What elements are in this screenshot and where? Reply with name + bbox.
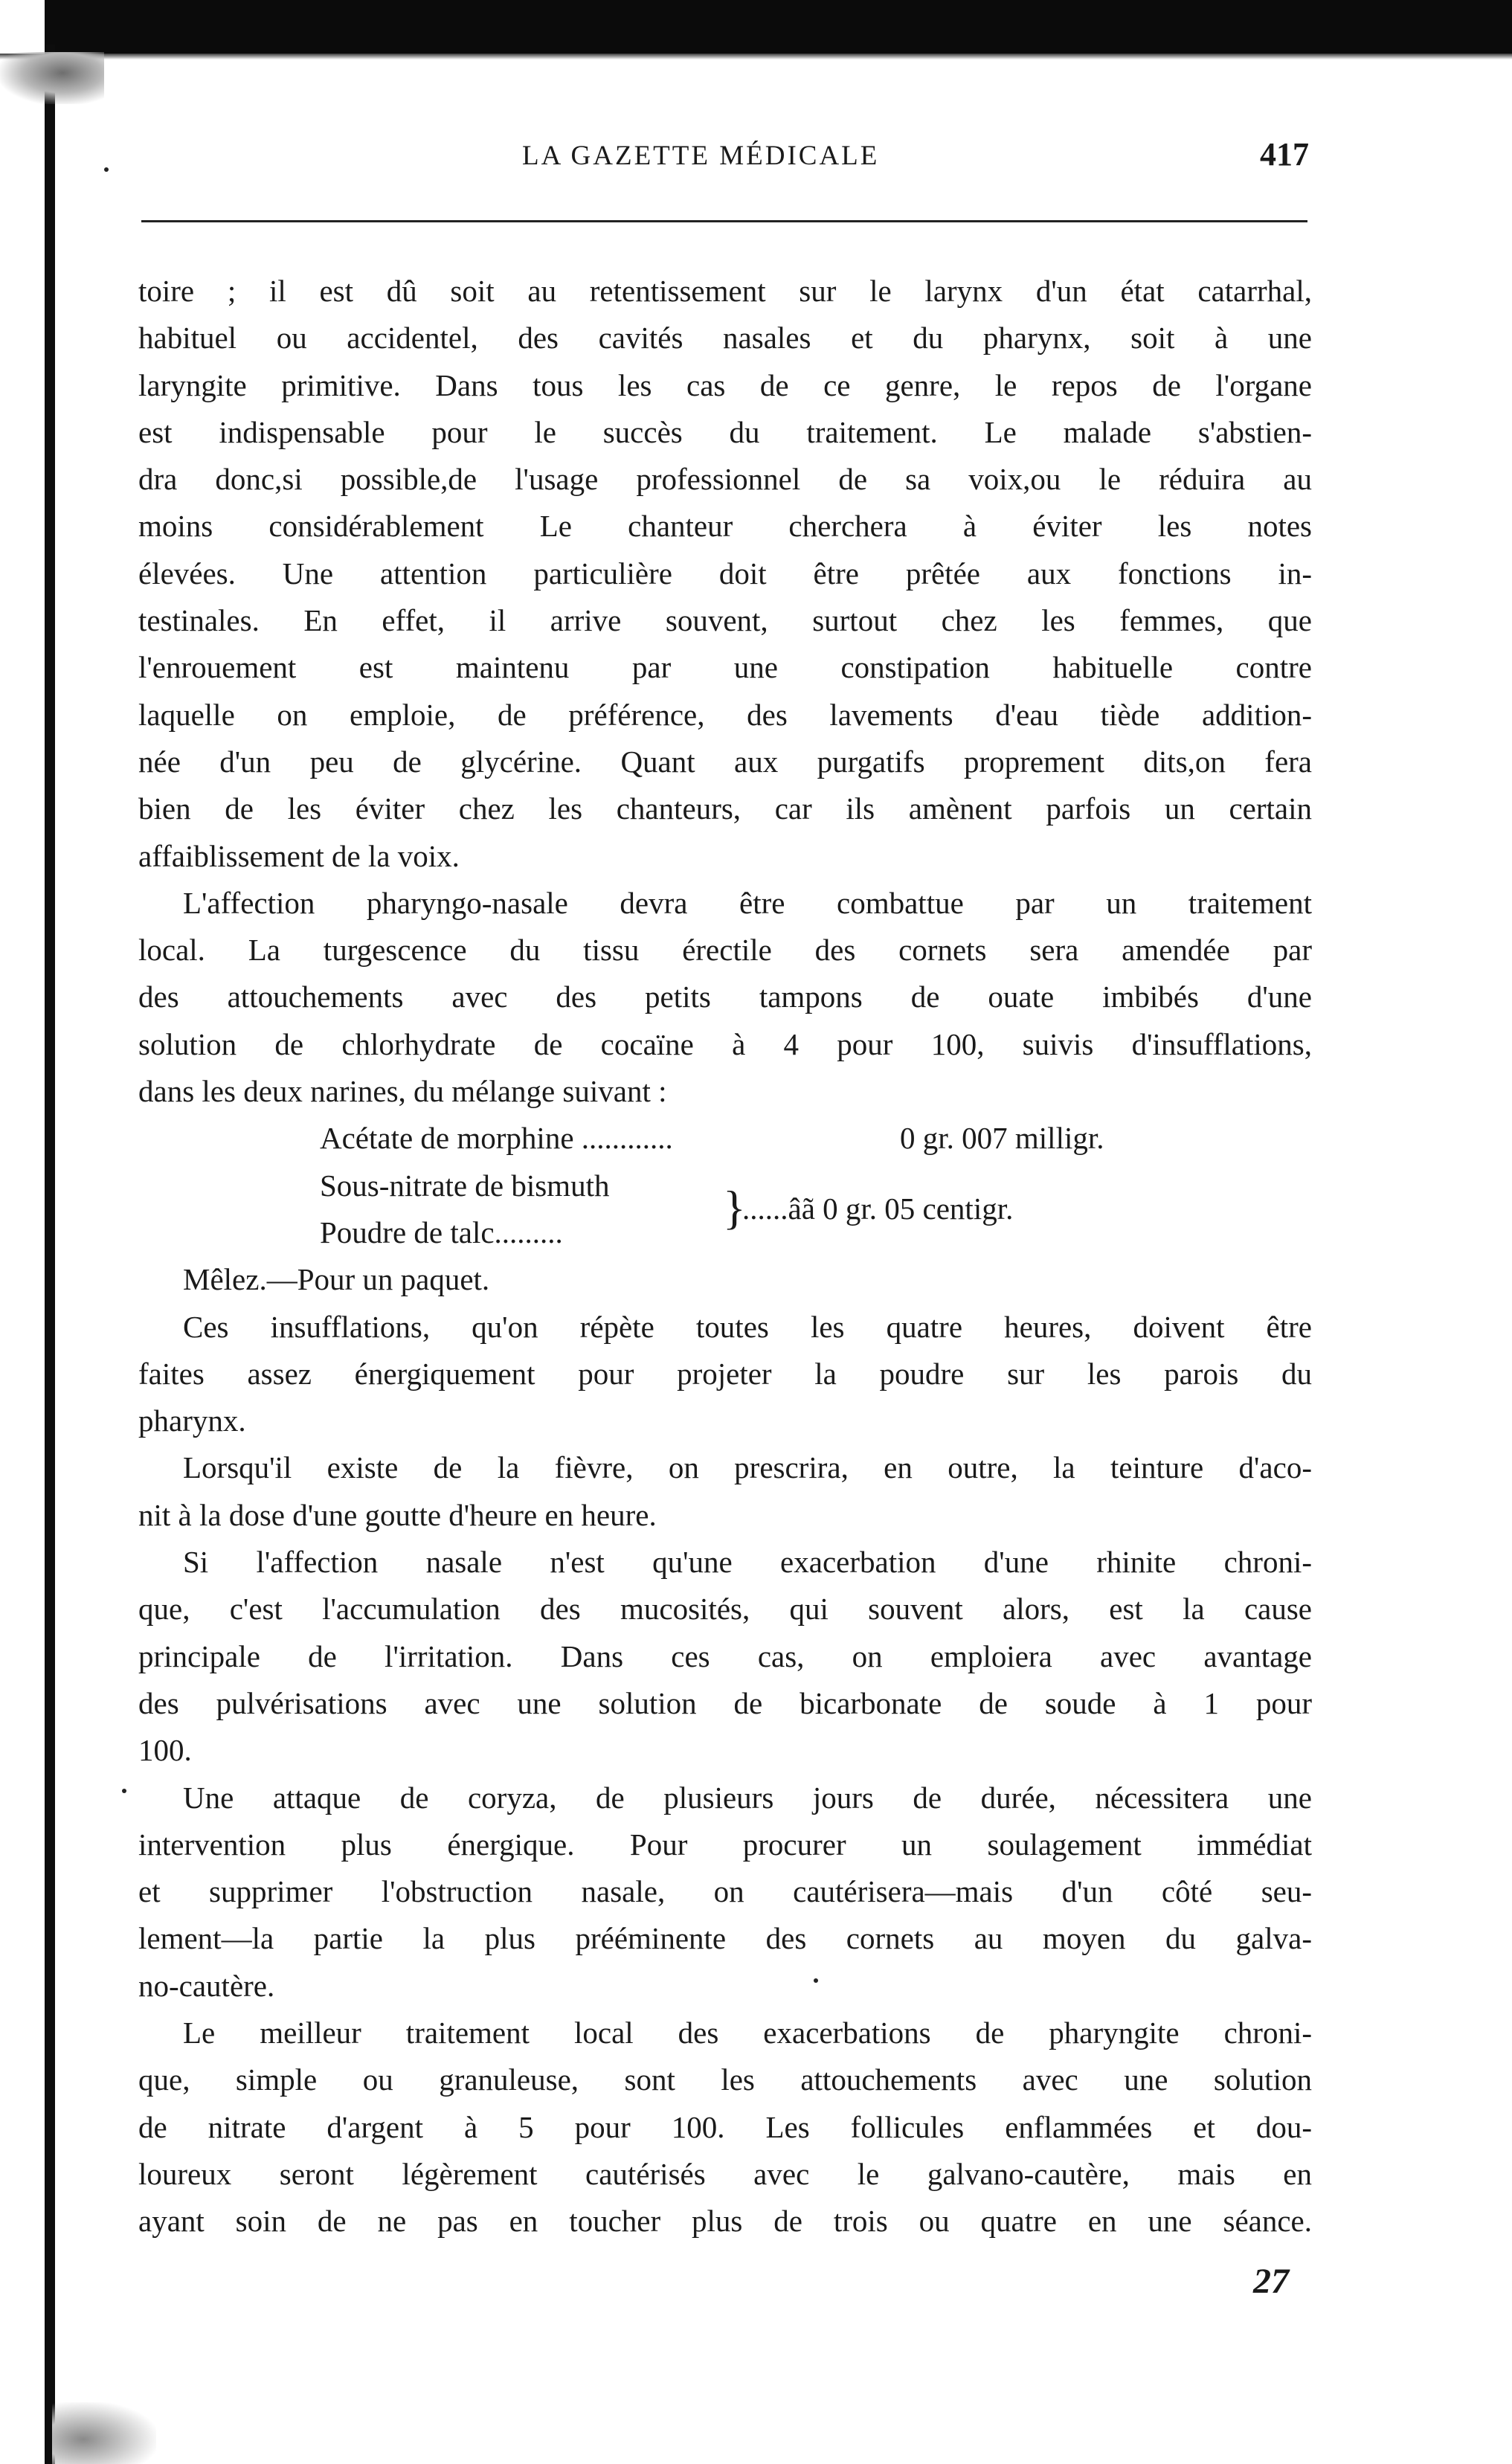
paragraph-start-line: L'affection pharyngo-nasale devra être combattue par un traitement (183, 885, 1312, 920)
text-line: principale de l'irritation. Dans ces cas, on emploiera avec avantage (138, 1638, 1312, 1673)
text-line: no-cautère. (138, 1968, 275, 2003)
text-line: affaiblissement de la voix. (138, 838, 460, 873)
text-line: des attouchements avec des petits tampons de ouate imbibés d'une (138, 980, 1312, 1014)
text-line: laquelle on emploie, de préférence, des lavements d'eau tiède addition- (138, 697, 1312, 732)
prescription-substance: Acétate de morphine ............ (320, 1121, 673, 1156)
signature-mark: 27 (1253, 2262, 1289, 2301)
page-number: 417 (1260, 136, 1309, 173)
text-line: intervention plus énergique. Pour procurer un soulagement immédiat (138, 1827, 1312, 1862)
scan-smudge-bottom (52, 2402, 156, 2464)
scan-binding-edge-top (45, 0, 1512, 54)
text-line: née d'un peu de glycérine. Quant aux purgatifs proprement dits,on fera (138, 744, 1312, 779)
text-line: que, simple ou granuleuse, sont les attouchements avec une solution (138, 2062, 1312, 2097)
prescription-substance: Sous-nitrate de bismuth (320, 1168, 610, 1203)
text-line: dra donc,si possible,de l'usage professionnel de sa voix,ou le réduira au (138, 462, 1312, 497)
running-title: LA GAZETTE MÉDICALE (522, 141, 880, 171)
paragraph-start-line: Lorsqu'il existe de la fièvre, on prescrira, en outre, la teinture d'aco- (183, 1450, 1312, 1485)
scan-edge-shadow (0, 54, 1512, 59)
text-line: laryngite primitive. Dans tous les cas de ce genre, le repos de l'organe (138, 367, 1312, 402)
paragraph-start-line: Le meilleur traitement local des exacerbations de pharyngite chroni- (183, 2015, 1312, 2050)
text-line: pharynx. (138, 1403, 246, 1438)
text-line: faites assez énergiquement pour projeter la poudre sur les parois du (138, 1356, 1312, 1391)
text-line: l'enrouement est maintenu par une constipation habituelle contre (138, 650, 1312, 685)
text-line: élevées. Une attention particulière doit être prêtée aux fonctions in- (138, 556, 1312, 591)
text-line: nit à la dose d'une goutte d'heure en heure. (138, 1497, 657, 1532)
text-line: lement—la partie la plus prééminente des cornets au moyen du galva- (138, 1921, 1312, 1956)
scan-speck (814, 1978, 818, 1983)
page-body (138, 268, 1312, 2245)
text-line: que, c'est l'accumulation des mucosités, qui souvent alors, est la cause (138, 1592, 1312, 1627)
paragraph-start-line: Ces insufflations, qu'on répète toutes les quatre heures, doivent être (183, 1309, 1312, 1344)
text-line: et supprimer l'obstruction nasale, on cautérisera—mais d'un côté seu- (138, 1874, 1312, 1909)
text-line: solution de chlorhydrate de cocaïne à 4 pour 100, suivis d'insufflations, (138, 1026, 1312, 1061)
text-line: 100. (138, 1733, 192, 1768)
header-rule (141, 220, 1307, 222)
prescription-line (138, 1115, 1312, 1162)
scan-smudge-top (0, 52, 104, 104)
paragraph-start-line: Une attaque de coryza, de plusieurs jours de durée, nécessitera une (183, 1780, 1312, 1815)
text-line: testinales. En effet, il arrive souvent, surtout chez les femmes, que (138, 603, 1312, 638)
text-line: Mêlez.—Pour un paquet. (183, 1262, 490, 1297)
prescription-combined-dose: ......âã 0 gr. 05 centigr. (742, 1191, 1014, 1226)
text-line: est indispensable pour le succès du traitement. Le malade s'abstien- (138, 414, 1312, 449)
text-line: local. La turgescence du tissu érectile des cornets sera amendée par (138, 933, 1312, 968)
text-line: bien de les éviter chez les chanteurs, car ils amènent parfois un certain (138, 791, 1312, 826)
running-head (134, 136, 1309, 184)
prescription-dose: 0 gr. 007 milligr. (900, 1121, 1104, 1156)
text-line: dans les deux narines, du mélange suivant : (138, 1074, 667, 1109)
prescription-brace: } (723, 1180, 746, 1234)
scan-speck (104, 167, 109, 172)
text-line: des pulvérisations avec une solution de bicarbonate de soude à 1 pour (138, 1685, 1312, 1720)
prescription-line (138, 1209, 1312, 1256)
text-line: de nitrate d'argent à 5 pour 100. Les follicules enflammées et dou- (138, 2109, 1312, 2144)
text-line: habituel ou accidentel, des cavités nasales et du pharynx, soit à une (138, 321, 1312, 356)
text-line: toire ; il est dû soit au retentissement sur le larynx d'un état catarrhal, (138, 274, 1312, 308)
scan-binding-edge-left (45, 45, 55, 2464)
scan-speck (122, 1789, 126, 1793)
text-line: loureux seront légèrement cautérisés avec le galvano-cautère, mais en (138, 2156, 1312, 2191)
text-line: moins considérablement Le chanteur cherchera à éviter les notes (138, 509, 1312, 544)
text-line: ayant soin de ne pas en toucher plus de trois ou quatre en une séance. (138, 2204, 1312, 2239)
paragraph-start-line: Si l'affection nasale n'est qu'une exacerbation d'une rhinite chroni- (183, 1545, 1312, 1580)
prescription-substance: Poudre de talc......... (320, 1215, 563, 1249)
